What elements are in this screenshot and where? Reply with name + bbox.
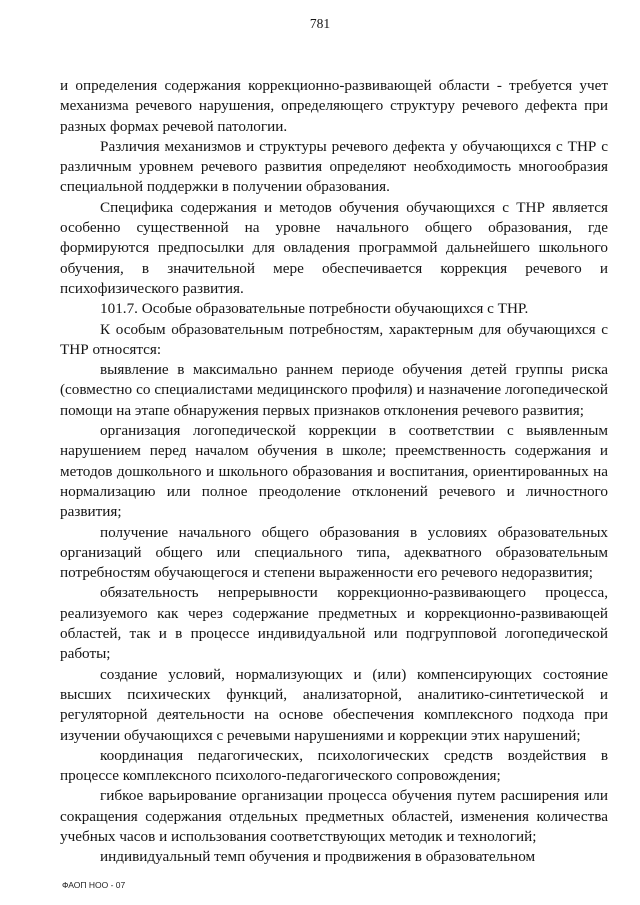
- list-item: получение начального общего образования в условиях образовательных организаций общего или специального типа, адекватного образовательным потребностям обучающегося и степени выраженности его речевого недоразвития;: [60, 523, 608, 582]
- list-item: гибкое варьирование организации процесса обучения путем расширения или сокращения содержания отдельных предметных областей, изменения количества учебных часов и использования соответствующих методик и технологий;: [60, 787, 608, 845]
- body-text: [60, 76, 608, 868]
- paragraph: К особым образовательным потребностям, характерным для обучающихся с ТНР относятся:: [60, 320, 608, 358]
- section-heading: 101.7. Особые образовательные потребности обучающихся с ТНР.: [100, 300, 529, 318]
- list-item: создание условий, нормализующих и (или) компенсирующих состояние высших психических функций, анализаторной, аналитико-синтетической и регуляторной деятельности на основе обеспечения комплексного подхода при изучении обучающихся с речевыми нарушениями и коррекции этих нарушений;: [60, 665, 608, 744]
- page-footer: ФАОП НОО - 07: [62, 880, 126, 890]
- paragraph: и определения содержания коррекционно-развивающей области - требуется учет механизма речевого нарушения, определяющего структуру речевого дефекта при разных формах речевой патологии.: [60, 77, 608, 135]
- list-item: обязательность непрерывности коррекционно-развивающего процесса, реализуемого как через содержание предметных и коррекционно-развивающей областей, так и в процессе индивидуальной или подгрупповой логопедической работы;: [60, 584, 608, 663]
- list-item: выявление в максимально раннем периоде обучения детей группы риска (совместно со специалистами медицинского профиля) и назначение логопедической помощи на этапе обнаружения первых признаков отклонения речевого развития;: [60, 361, 608, 419]
- paragraph: Различия механизмов и структуры речевого дефекта у обучающихся с ТНР с различным уровнем речевого развития определяют необходимость многообразия специальной поддержки в получении образования.: [60, 137, 608, 196]
- list-item: координация педагогических, психологических средств воздействия в процессе комплексного психолого-педагогического сопровождения;: [60, 746, 608, 785]
- list-item: индивидуальный темп обучения и продвижения в образовательном: [100, 848, 536, 866]
- list-item: организация логопедической коррекции в соответствии с выявленным нарушением перед началом обучения в школе; преемственность содержания и методов дошкольного и школьного образования и воспитания, ориентированных на нормализацию или полное преодоление отклонений речевого и личностного развития;: [60, 422, 608, 521]
- paragraph: Специфика содержания и методов обучения обучающихся с ТНР является особенно существенной на уровне начального общего образования, где формируются предпосылки для овладения программой дальнейшего школьного обучения, в значительной мере обеспечивается коррекция речевого и психофизического развития.: [60, 198, 608, 297]
- page-number: 781: [309, 16, 331, 31]
